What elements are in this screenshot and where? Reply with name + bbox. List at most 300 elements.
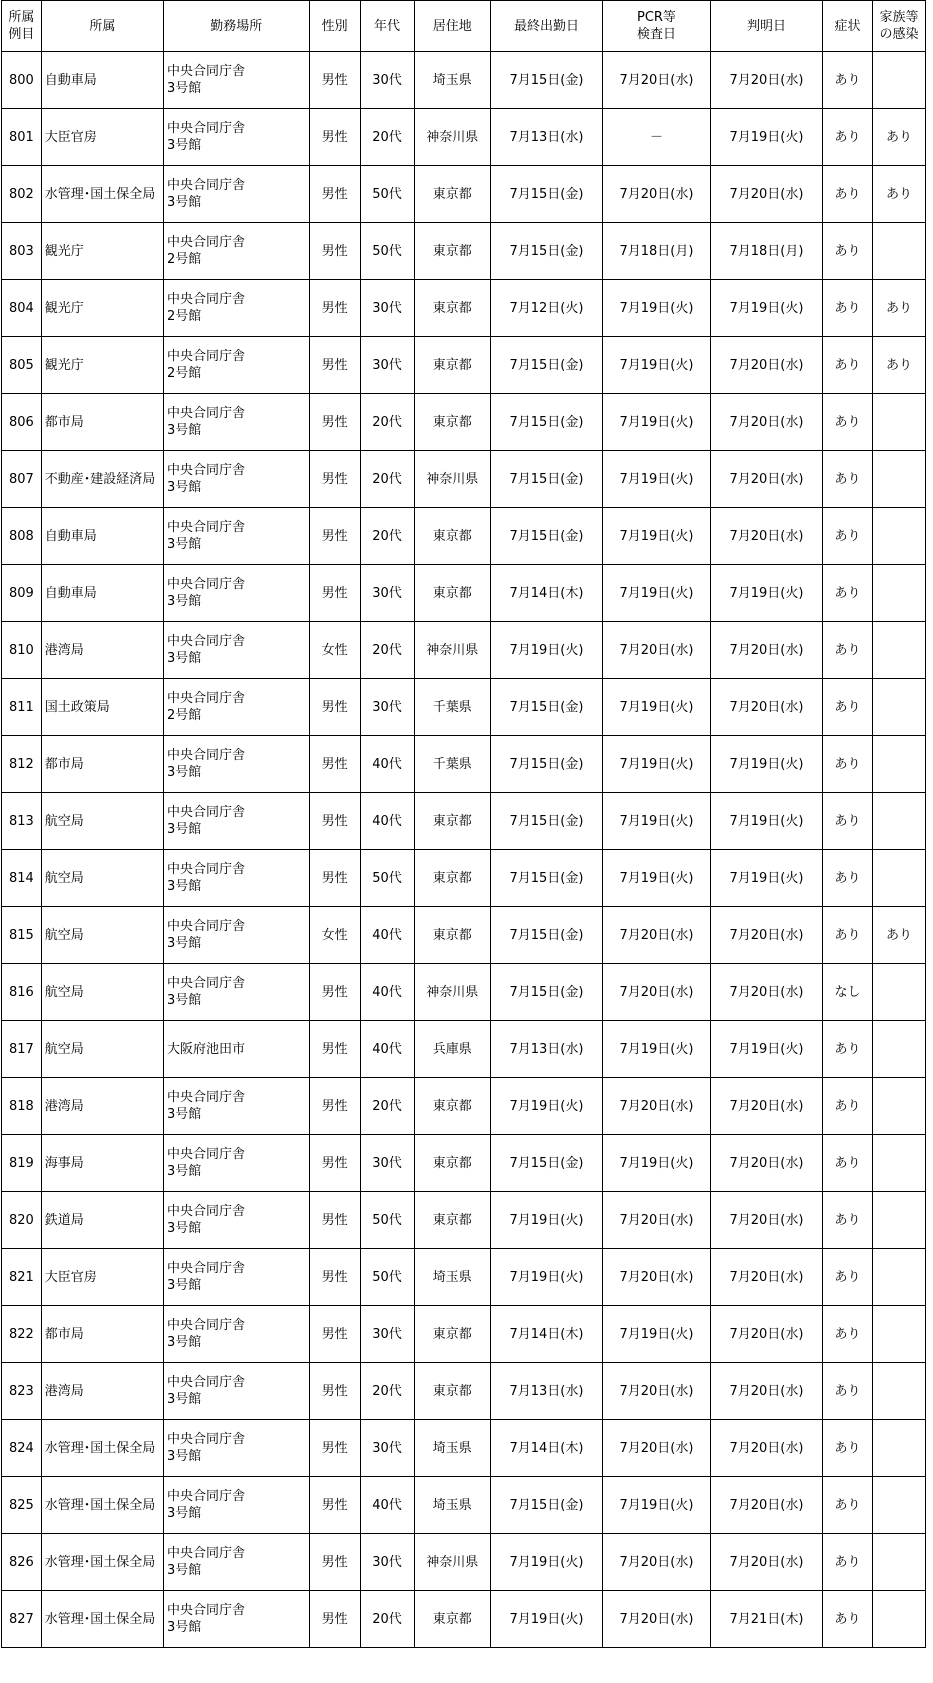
sex-cell: 男性 [309, 1249, 360, 1306]
table-row [2, 508, 926, 565]
workplace-cell: 中央合同庁舎 3号館 [163, 964, 309, 1021]
table-row [2, 109, 926, 166]
age-cell: 40代 [360, 736, 414, 793]
table-row [2, 1306, 926, 1363]
family-infection-cell [872, 1363, 925, 1420]
residence-cell: 東京都 [414, 394, 490, 451]
last-work-day-cell: 7月19日(火) [490, 622, 602, 679]
age-cell: 20代 [360, 109, 414, 166]
pcr-test-date-cell: 7月20日(水) [602, 166, 710, 223]
sex-cell: 男性 [309, 1306, 360, 1363]
case-no-cell: 812 [2, 736, 42, 793]
symptoms-cell: あり [823, 508, 873, 565]
symptoms-cell: あり [823, 394, 873, 451]
age-cell: 30代 [360, 337, 414, 394]
symptoms-cell: あり [823, 679, 873, 736]
case-no-cell: 809 [2, 565, 42, 622]
table-row [2, 679, 926, 736]
pcr-test-date-cell: 7月20日(水) [602, 964, 710, 1021]
header-department: 所属 [41, 1, 163, 52]
table-row [2, 280, 926, 337]
age-cell: 20代 [360, 1591, 414, 1648]
pcr-test-date-cell: 7月19日(火) [602, 1135, 710, 1192]
confirmed-date-cell: 7月20日(水) [710, 1363, 822, 1420]
family-infection-cell [872, 508, 925, 565]
family-infection-cell [872, 1534, 925, 1591]
residence-cell: 東京都 [414, 850, 490, 907]
sex-cell: 男性 [309, 223, 360, 280]
family-infection-cell [872, 964, 925, 1021]
department-cell: 都市局 [41, 736, 163, 793]
department-cell: 自動車局 [41, 508, 163, 565]
confirmed-date-cell: 7月20日(水) [710, 394, 822, 451]
last-work-day-cell: 7月15日(金) [490, 850, 602, 907]
workplace-cell: 中央合同庁舎 3号館 [163, 1363, 309, 1420]
last-work-day-cell: 7月19日(火) [490, 1249, 602, 1306]
residence-cell: 兵庫県 [414, 1021, 490, 1078]
symptoms-cell: あり [823, 1363, 873, 1420]
department-cell: 観光庁 [41, 337, 163, 394]
residence-cell: 東京都 [414, 1078, 490, 1135]
pcr-test-date-cell: 7月20日(水) [602, 1534, 710, 1591]
pcr-test-date-cell: 7月19日(火) [602, 508, 710, 565]
department-cell: 航空局 [41, 850, 163, 907]
case-no-cell: 801 [2, 109, 42, 166]
department-cell: 港湾局 [41, 1078, 163, 1135]
residence-cell: 千葉県 [414, 736, 490, 793]
workplace-cell: 中央合同庁舎 3号館 [163, 109, 309, 166]
pcr-test-date-cell: 7月19日(火) [602, 1477, 710, 1534]
department-cell: 不動産･建設経済局 [41, 451, 163, 508]
sex-cell: 男性 [309, 1477, 360, 1534]
family-infection-cell [872, 52, 925, 109]
table-row [2, 166, 926, 223]
family-infection-cell [872, 1591, 925, 1648]
table-row [2, 1192, 926, 1249]
sex-cell: 男性 [309, 1192, 360, 1249]
last-work-day-cell: 7月14日(木) [490, 1420, 602, 1477]
sex-cell: 男性 [309, 1420, 360, 1477]
residence-cell: 神奈川県 [414, 451, 490, 508]
table-body [2, 52, 926, 1648]
symptoms-cell: あり [823, 850, 873, 907]
department-cell: 水管理･国土保全局 [41, 166, 163, 223]
last-work-day-cell: 7月15日(金) [490, 394, 602, 451]
age-cell: 20代 [360, 1363, 414, 1420]
table-row [2, 52, 926, 109]
pcr-test-date-cell: 7月20日(水) [602, 52, 710, 109]
confirmed-date-cell: 7月19日(火) [710, 793, 822, 850]
symptoms-cell: あり [823, 1078, 873, 1135]
department-cell: 自動車局 [41, 565, 163, 622]
symptoms-cell: あり [823, 622, 873, 679]
last-work-day-cell: 7月19日(火) [490, 1534, 602, 1591]
table-row [2, 622, 926, 679]
residence-cell: 東京都 [414, 1192, 490, 1249]
workplace-cell: 中央合同庁舎 3号館 [163, 166, 309, 223]
confirmed-date-cell: 7月20日(水) [710, 1306, 822, 1363]
confirmed-date-cell: 7月20日(水) [710, 1534, 822, 1591]
last-work-day-cell: 7月15日(金) [490, 451, 602, 508]
case-no-cell: 820 [2, 1192, 42, 1249]
last-work-day-cell: 7月15日(金) [490, 1135, 602, 1192]
residence-cell: 東京都 [414, 223, 490, 280]
case-no-cell: 803 [2, 223, 42, 280]
age-cell: 20代 [360, 451, 414, 508]
family-infection-cell [872, 850, 925, 907]
table-row [2, 1249, 926, 1306]
header-pcr-test-date: PCR等 検査日 [602, 1, 710, 52]
age-cell: 30代 [360, 280, 414, 337]
last-work-day-cell: 7月15日(金) [490, 907, 602, 964]
case-no-cell: 802 [2, 166, 42, 223]
sex-cell: 男性 [309, 1534, 360, 1591]
family-infection-cell: あり [872, 166, 925, 223]
residence-cell: 埼玉県 [414, 1420, 490, 1477]
family-infection-cell [872, 394, 925, 451]
case-no-cell: 818 [2, 1078, 42, 1135]
age-cell: 40代 [360, 1477, 414, 1534]
pcr-test-date-cell: 7月18日(月) [602, 223, 710, 280]
residence-cell: 埼玉県 [414, 52, 490, 109]
last-work-day-cell: 7月15日(金) [490, 52, 602, 109]
residence-cell: 埼玉県 [414, 1477, 490, 1534]
confirmed-date-cell: 7月20日(水) [710, 907, 822, 964]
department-cell: 航空局 [41, 1021, 163, 1078]
pcr-test-date-cell: 7月20日(水) [602, 1078, 710, 1135]
workplace-cell: 中央合同庁舎 3号館 [163, 907, 309, 964]
pcr-test-date-cell: 7月20日(水) [602, 1591, 710, 1648]
confirmed-date-cell: 7月19日(火) [710, 1021, 822, 1078]
family-infection-cell [872, 1420, 925, 1477]
confirmed-date-cell: 7月20日(水) [710, 1420, 822, 1477]
pcr-test-date-cell: 7月20日(水) [602, 622, 710, 679]
symptoms-cell: あり [823, 1249, 873, 1306]
workplace-cell: 中央合同庁舎 3号館 [163, 1534, 309, 1591]
symptoms-cell: あり [823, 223, 873, 280]
workplace-cell: 中央合同庁舎 3号館 [163, 622, 309, 679]
header-workplace: 勤務場所 [163, 1, 309, 52]
workplace-cell: 中央合同庁舎 3号館 [163, 451, 309, 508]
sex-cell: 男性 [309, 679, 360, 736]
family-infection-cell: あり [872, 907, 925, 964]
workplace-cell: 大阪府池田市 [163, 1021, 309, 1078]
sex-cell: 男性 [309, 1591, 360, 1648]
residence-cell: 東京都 [414, 166, 490, 223]
age-cell: 20代 [360, 508, 414, 565]
workplace-cell: 中央合同庁舎 2号館 [163, 223, 309, 280]
symptoms-cell: あり [823, 1534, 873, 1591]
department-cell: 水管理･国土保全局 [41, 1477, 163, 1534]
confirmed-date-cell: 7月20日(水) [710, 451, 822, 508]
department-cell: 航空局 [41, 964, 163, 1021]
sex-cell: 男性 [309, 337, 360, 394]
confirmed-date-cell: 7月20日(水) [710, 622, 822, 679]
confirmed-date-cell: 7月20日(水) [710, 1249, 822, 1306]
pcr-test-date-cell: 7月19日(火) [602, 1306, 710, 1363]
table-row [2, 964, 926, 1021]
case-no-cell: 800 [2, 52, 42, 109]
workplace-cell: 中央合同庁舎 3号館 [163, 1249, 309, 1306]
symptoms-cell: あり [823, 793, 873, 850]
symptoms-cell: あり [823, 109, 873, 166]
last-work-day-cell: 7月13日(水) [490, 1363, 602, 1420]
table-row [2, 1420, 926, 1477]
table-row [2, 337, 926, 394]
last-work-day-cell: 7月12日(火) [490, 280, 602, 337]
last-work-day-cell: 7月19日(火) [490, 1591, 602, 1648]
department-cell: 水管理･国土保全局 [41, 1591, 163, 1648]
family-infection-cell: あり [872, 280, 925, 337]
age-cell: 30代 [360, 565, 414, 622]
workplace-cell: 中央合同庁舎 2号館 [163, 280, 309, 337]
case-no-cell: 810 [2, 622, 42, 679]
family-infection-cell [872, 1192, 925, 1249]
symptoms-cell: あり [823, 1591, 873, 1648]
age-cell: 30代 [360, 1306, 414, 1363]
department-cell: 水管理･国土保全局 [41, 1420, 163, 1477]
case-no-cell: 825 [2, 1477, 42, 1534]
sex-cell: 男性 [309, 451, 360, 508]
workplace-cell: 中央合同庁舎 3号館 [163, 1591, 309, 1648]
department-cell: 観光庁 [41, 223, 163, 280]
residence-cell: 神奈川県 [414, 1534, 490, 1591]
symptoms-cell: あり [823, 451, 873, 508]
sex-cell: 男性 [309, 1021, 360, 1078]
table-row [2, 565, 926, 622]
family-infection-cell [872, 736, 925, 793]
family-infection-cell [872, 1021, 925, 1078]
age-cell: 50代 [360, 1249, 414, 1306]
confirmed-date-cell: 7月20日(水) [710, 964, 822, 1021]
department-cell: 観光庁 [41, 280, 163, 337]
last-work-day-cell: 7月15日(金) [490, 736, 602, 793]
last-work-day-cell: 7月15日(金) [490, 1477, 602, 1534]
table-row [2, 793, 926, 850]
confirmed-date-cell: 7月20日(水) [710, 166, 822, 223]
residence-cell: 東京都 [414, 793, 490, 850]
confirmed-date-cell: 7月20日(水) [710, 1477, 822, 1534]
last-work-day-cell: 7月15日(金) [490, 337, 602, 394]
department-cell: 航空局 [41, 793, 163, 850]
header-last-work-day: 最終出勤日 [490, 1, 602, 52]
workplace-cell: 中央合同庁舎 3号館 [163, 394, 309, 451]
residence-cell: 東京都 [414, 508, 490, 565]
residence-cell: 埼玉県 [414, 1249, 490, 1306]
age-cell: 30代 [360, 1420, 414, 1477]
pcr-test-date-cell: 7月20日(水) [602, 1249, 710, 1306]
pcr-test-date-cell: 7月20日(水) [602, 907, 710, 964]
table-row [2, 1078, 926, 1135]
age-cell: 40代 [360, 907, 414, 964]
confirmed-date-cell: 7月20日(水) [710, 337, 822, 394]
cases-table [1, 0, 926, 1648]
confirmed-date-cell: 7月19日(火) [710, 736, 822, 793]
case-no-cell: 817 [2, 1021, 42, 1078]
symptoms-cell: なし [823, 964, 873, 1021]
sex-cell: 男性 [309, 736, 360, 793]
last-work-day-cell: 7月15日(金) [490, 679, 602, 736]
last-work-day-cell: 7月14日(木) [490, 1306, 602, 1363]
last-work-day-cell: 7月15日(金) [490, 508, 602, 565]
header-family-infection: 家族等 の感染 [872, 1, 925, 52]
last-work-day-cell: 7月15日(金) [490, 964, 602, 1021]
pcr-test-date-cell: 7月19日(火) [602, 850, 710, 907]
case-no-cell: 824 [2, 1420, 42, 1477]
confirmed-date-cell: 7月20日(水) [710, 52, 822, 109]
header-row [2, 1, 926, 52]
header-age: 年代 [360, 1, 414, 52]
case-no-cell: 827 [2, 1591, 42, 1648]
table-row [2, 850, 926, 907]
pcr-test-date-cell: 7月19日(火) [602, 793, 710, 850]
family-infection-cell [872, 1078, 925, 1135]
symptoms-cell: あり [823, 565, 873, 622]
family-infection-cell: あり [872, 109, 925, 166]
family-infection-cell [872, 1249, 925, 1306]
case-no-cell: 819 [2, 1135, 42, 1192]
residence-cell: 千葉県 [414, 679, 490, 736]
symptoms-cell: あり [823, 1477, 873, 1534]
age-cell: 30代 [360, 1534, 414, 1591]
case-no-cell: 826 [2, 1534, 42, 1591]
header-confirmed-date: 判明日 [710, 1, 822, 52]
case-no-cell: 815 [2, 907, 42, 964]
age-cell: 40代 [360, 793, 414, 850]
symptoms-cell: あり [823, 736, 873, 793]
table-row [2, 907, 926, 964]
table-row [2, 1591, 926, 1648]
workplace-cell: 中央合同庁舎 2号館 [163, 679, 309, 736]
pcr-test-date-cell: 7月19日(火) [602, 1021, 710, 1078]
department-cell: 港湾局 [41, 622, 163, 679]
residence-cell: 東京都 [414, 1135, 490, 1192]
case-no-cell: 816 [2, 964, 42, 1021]
table-row [2, 394, 926, 451]
sex-cell: 男性 [309, 508, 360, 565]
department-cell: 自動車局 [41, 52, 163, 109]
symptoms-cell: あり [823, 1135, 873, 1192]
residence-cell: 神奈川県 [414, 109, 490, 166]
last-work-day-cell: 7月15日(金) [490, 793, 602, 850]
sex-cell: 男性 [309, 850, 360, 907]
workplace-cell: 中央合同庁舎 2号館 [163, 337, 309, 394]
header-sex: 性別 [309, 1, 360, 52]
case-no-cell: 814 [2, 850, 42, 907]
table-row [2, 1477, 926, 1534]
case-no-cell: 811 [2, 679, 42, 736]
sex-cell: 女性 [309, 622, 360, 679]
table-row [2, 1363, 926, 1420]
sex-cell: 男性 [309, 1363, 360, 1420]
workplace-cell: 中央合同庁舎 3号館 [163, 1078, 309, 1135]
department-cell: 海事局 [41, 1135, 163, 1192]
case-no-cell: 806 [2, 394, 42, 451]
age-cell: 30代 [360, 52, 414, 109]
pcr-test-date-cell: 7月19日(火) [602, 451, 710, 508]
department-cell: 鉄道局 [41, 1192, 163, 1249]
confirmed-date-cell: 7月20日(水) [710, 679, 822, 736]
residence-cell: 東京都 [414, 1306, 490, 1363]
symptoms-cell: あり [823, 907, 873, 964]
symptoms-cell: あり [823, 52, 873, 109]
family-infection-cell [872, 1306, 925, 1363]
case-no-cell: 823 [2, 1363, 42, 1420]
table-row [2, 1135, 926, 1192]
case-no-cell: 807 [2, 451, 42, 508]
confirmed-date-cell: 7月19日(火) [710, 280, 822, 337]
family-infection-cell [872, 793, 925, 850]
symptoms-cell: あり [823, 337, 873, 394]
table-row [2, 736, 926, 793]
header-symptoms: 症状 [823, 1, 873, 52]
confirmed-date-cell: 7月19日(火) [710, 850, 822, 907]
age-cell: 40代 [360, 1021, 414, 1078]
workplace-cell: 中央合同庁舎 3号館 [163, 1306, 309, 1363]
last-work-day-cell: 7月13日(水) [490, 109, 602, 166]
pcr-test-date-cell: 7月19日(火) [602, 280, 710, 337]
residence-cell: 神奈川県 [414, 622, 490, 679]
sex-cell: 男性 [309, 793, 360, 850]
sex-cell: 男性 [309, 1078, 360, 1135]
department-cell: 大臣官房 [41, 1249, 163, 1306]
table-row [2, 451, 926, 508]
family-infection-cell [872, 679, 925, 736]
confirmed-date-cell: 7月21日(木) [710, 1591, 822, 1648]
last-work-day-cell: 7月13日(水) [490, 1021, 602, 1078]
residence-cell: 東京都 [414, 280, 490, 337]
last-work-day-cell: 7月15日(金) [490, 166, 602, 223]
confirmed-date-cell: 7月20日(水) [710, 1192, 822, 1249]
age-cell: 50代 [360, 166, 414, 223]
residence-cell: 東京都 [414, 1363, 490, 1420]
department-cell: 都市局 [41, 394, 163, 451]
case-no-cell: 808 [2, 508, 42, 565]
residence-cell: 東京都 [414, 907, 490, 964]
table-row [2, 1534, 926, 1591]
symptoms-cell: あり [823, 1192, 873, 1249]
age-cell: 30代 [360, 679, 414, 736]
confirmed-date-cell: 7月20日(水) [710, 508, 822, 565]
sex-cell: 男性 [309, 394, 360, 451]
age-cell: 50代 [360, 850, 414, 907]
pcr-test-date-cell: 7月19日(火) [602, 679, 710, 736]
table-row [2, 1021, 926, 1078]
pcr-test-date-cell: 7月20日(水) [602, 1420, 710, 1477]
workplace-cell: 中央合同庁舎 3号館 [163, 793, 309, 850]
age-cell: 30代 [360, 1135, 414, 1192]
age-cell: 50代 [360, 1192, 414, 1249]
last-work-day-cell: 7月15日(金) [490, 223, 602, 280]
age-cell: 20代 [360, 1078, 414, 1135]
department-cell: 航空局 [41, 907, 163, 964]
age-cell: 40代 [360, 964, 414, 1021]
department-cell: 国土政策局 [41, 679, 163, 736]
pcr-test-date-cell: 7月19日(火) [602, 565, 710, 622]
department-cell: 港湾局 [41, 1363, 163, 1420]
pcr-test-date-cell: 7月19日(火) [602, 736, 710, 793]
workplace-cell: 中央合同庁舎 3号館 [163, 508, 309, 565]
last-work-day-cell: 7月19日(火) [490, 1192, 602, 1249]
sex-cell: 男性 [309, 280, 360, 337]
age-cell: 20代 [360, 394, 414, 451]
sex-cell: 男性 [309, 565, 360, 622]
case-no-cell: 813 [2, 793, 42, 850]
family-infection-cell [872, 622, 925, 679]
workplace-cell: 中央合同庁舎 3号館 [163, 736, 309, 793]
residence-cell: 東京都 [414, 337, 490, 394]
symptoms-cell: あり [823, 280, 873, 337]
